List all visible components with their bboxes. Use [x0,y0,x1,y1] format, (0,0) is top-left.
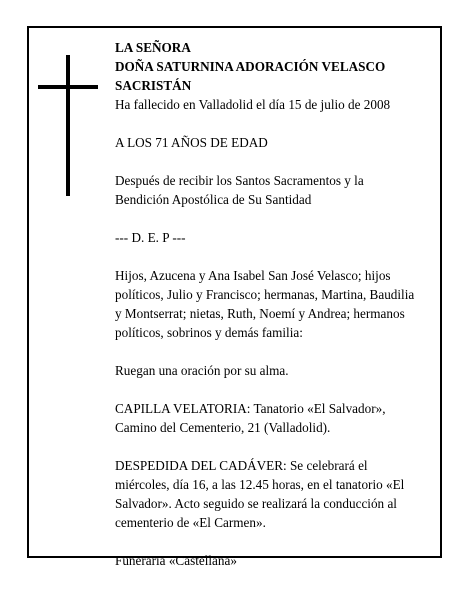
chapel-paragraph: CAPILLA VELATORIA: Tanatorio «El Salvador», Camino del Cementerio, 21 (Valladolid). [115,401,386,435]
age-line: A LOS 71 AÑOS DE EDAD [115,135,268,150]
prayer-request: Ruegan una oración por su alma. [115,363,289,378]
family-paragraph: Hijos, Azucena y Ana Isabel San José Velasco; hijos políticos, Julio y Francisco; hermanas, Martina, Baudilia y Montserrat; nietas, Ruth, Noemí y Andrea; hermanos políticos, sobrinos y demás familia: [115,268,415,340]
cross-horizontal-bar [38,85,98,89]
rip-line: --- D. E. P --- [115,230,186,245]
title-prefix: LA SEÑORA [115,40,191,55]
deceased-name-line1: DOÑA SATURNINA ADORACIÓN VELASCO [115,59,386,74]
deceased-name-line2: SACRISTÁN [115,78,192,93]
funeral-home: Funeraria «Castellana» [115,553,237,568]
cross-vertical-bar [66,55,70,196]
death-info: Ha fallecido en Valladolid el día 15 de julio de 2008 [115,97,391,112]
sacraments-paragraph: Después de recibir los Santos Sacramentos y la Bendición Apostólica de Su Santidad [115,173,364,207]
farewell-paragraph: DESPEDIDA DEL CADÁVER: Se celebrará el miércoles, día 16, a las 12.45 horas, en el tanatorio «El Salvador». Acto seguido se realizará la conducción al cementerio de «El Carmen». [115,458,405,530]
obituary-text [115,38,415,570]
